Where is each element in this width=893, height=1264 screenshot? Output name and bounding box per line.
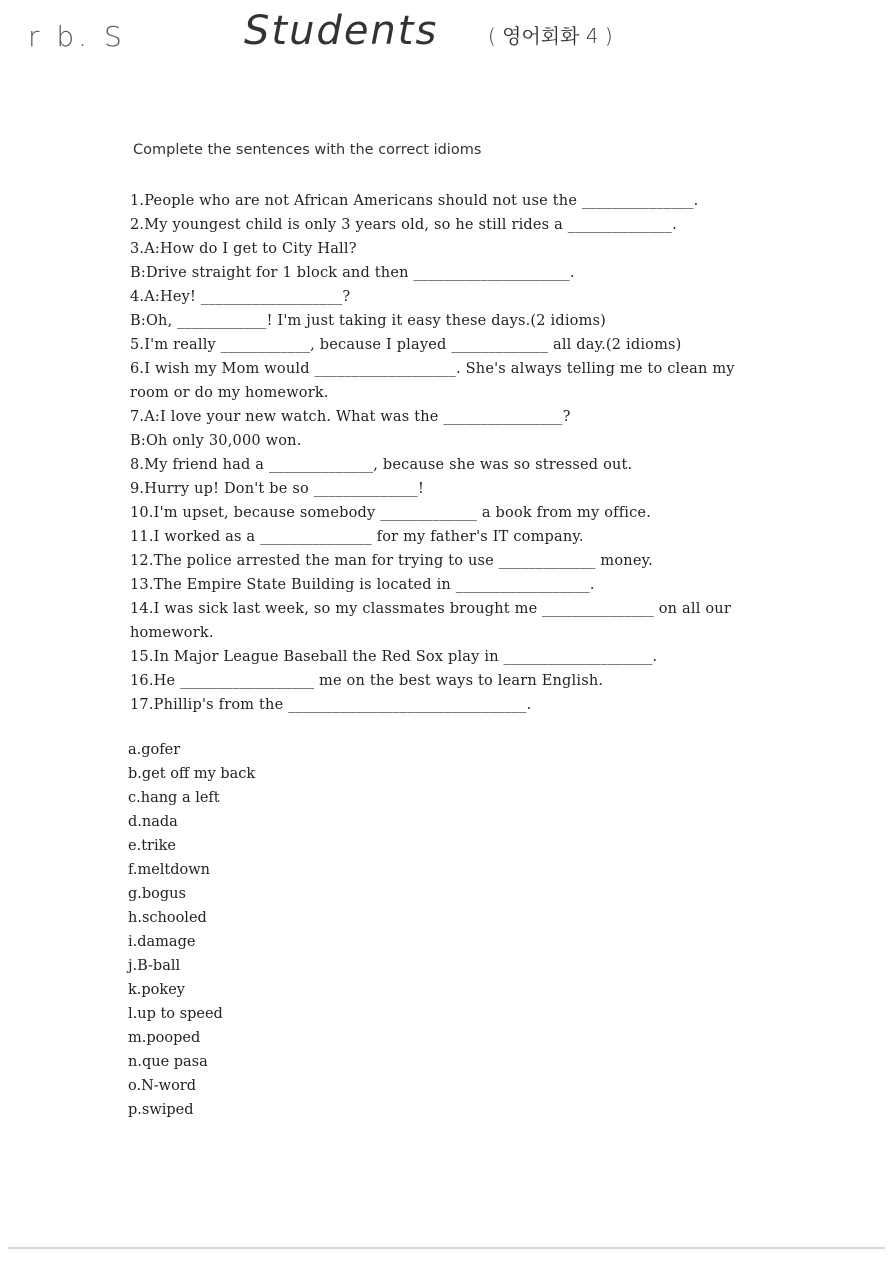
- answer-item: d.nada: [128, 814, 178, 830]
- answer-item: k.pokey: [128, 982, 185, 998]
- instructions: Complete the sentences with the correct idioms: [133, 142, 482, 158]
- sentence-line: 12.The police arrested the man for trying to use _____________ money.: [130, 553, 653, 569]
- sentence-line: 17.Phillip's from the ________________________________.: [130, 697, 532, 713]
- sentence-list: [130, 189, 770, 717]
- answer-item: c.hang a left: [128, 790, 220, 806]
- page-bottom-edge: [8, 1247, 885, 1249]
- handwritten-mark: r b. S: [28, 20, 126, 53]
- answer-item: o.N-word: [128, 1078, 197, 1094]
- sentence-line: 14.I was sick last week, so my classmates brought me _______________ on all our: [130, 601, 731, 617]
- handwritten-course-note: ( 영어회화 4 ): [488, 24, 613, 48]
- answer-item: n.que pasa: [128, 1054, 208, 1070]
- answer-item: f.meltdown: [128, 862, 211, 878]
- sentence-line: 13.The Empire State Building is located in __________________.: [130, 577, 595, 593]
- answer-item: l.up to speed: [128, 1006, 223, 1022]
- answer-item: j.B-ball: [128, 958, 181, 974]
- answer-item: a.gofer: [128, 742, 181, 758]
- answer-item: e.trike: [128, 838, 176, 854]
- answer-item: b.get off my back: [128, 766, 256, 782]
- answer-item: m.pooped: [128, 1030, 201, 1046]
- sentence-line: 8.My friend had a ______________, because she was so stressed out.: [130, 457, 633, 473]
- sentence-line: 9.Hurry up! Don't be so ______________!: [130, 481, 425, 497]
- sentence-line: 10.I'm upset, because somebody _____________ a book from my office.: [130, 505, 652, 521]
- sentence-line: 15.In Major League Baseball the Red Sox play in ____________________.: [130, 649, 658, 665]
- answer-item: h.schooled: [128, 910, 207, 926]
- sentence-line: 7.A:I love your new watch. What was the ________________?: [130, 409, 571, 425]
- sentence-line: 1.People who are not African Americans should not use the _______________.: [130, 193, 699, 209]
- answer-item: p.swiped: [128, 1102, 194, 1118]
- sentence-line: B:Drive straight for 1 block and then _____________________.: [130, 265, 575, 281]
- sentence-line: B:Oh only 30,000 won.: [130, 433, 302, 449]
- answer-list: [128, 738, 255, 1122]
- sentence-line: 16.He __________________ me on the best ways to learn English.: [130, 673, 604, 689]
- sentence-line: 5.I'm really ____________, because I played _____________ all day.(2 idioms): [130, 337, 682, 353]
- sentence-line: 6.I wish my Mom would ___________________. She's always telling me to clean my: [130, 361, 735, 377]
- sentence-line: 11.I worked as a _______________ for my father's IT company.: [130, 529, 584, 545]
- sentence-line: homework.: [130, 625, 214, 641]
- sentence-line: 2.My youngest child is only 3 years old, so he still rides a ______________.: [130, 217, 677, 233]
- sentence-line: 3.A:How do I get to City Hall?: [130, 241, 357, 257]
- handwritten-title: Students: [244, 8, 439, 54]
- sentence-line: B:Oh, ____________! I'm just taking it easy these days.(2 idioms): [130, 313, 607, 329]
- sentence-line: room or do my homework.: [130, 385, 329, 401]
- sentence-line: 4.A:Hey! ___________________?: [130, 289, 351, 305]
- answer-item: i.damage: [128, 934, 196, 950]
- answer-item: g.bogus: [128, 886, 186, 902]
